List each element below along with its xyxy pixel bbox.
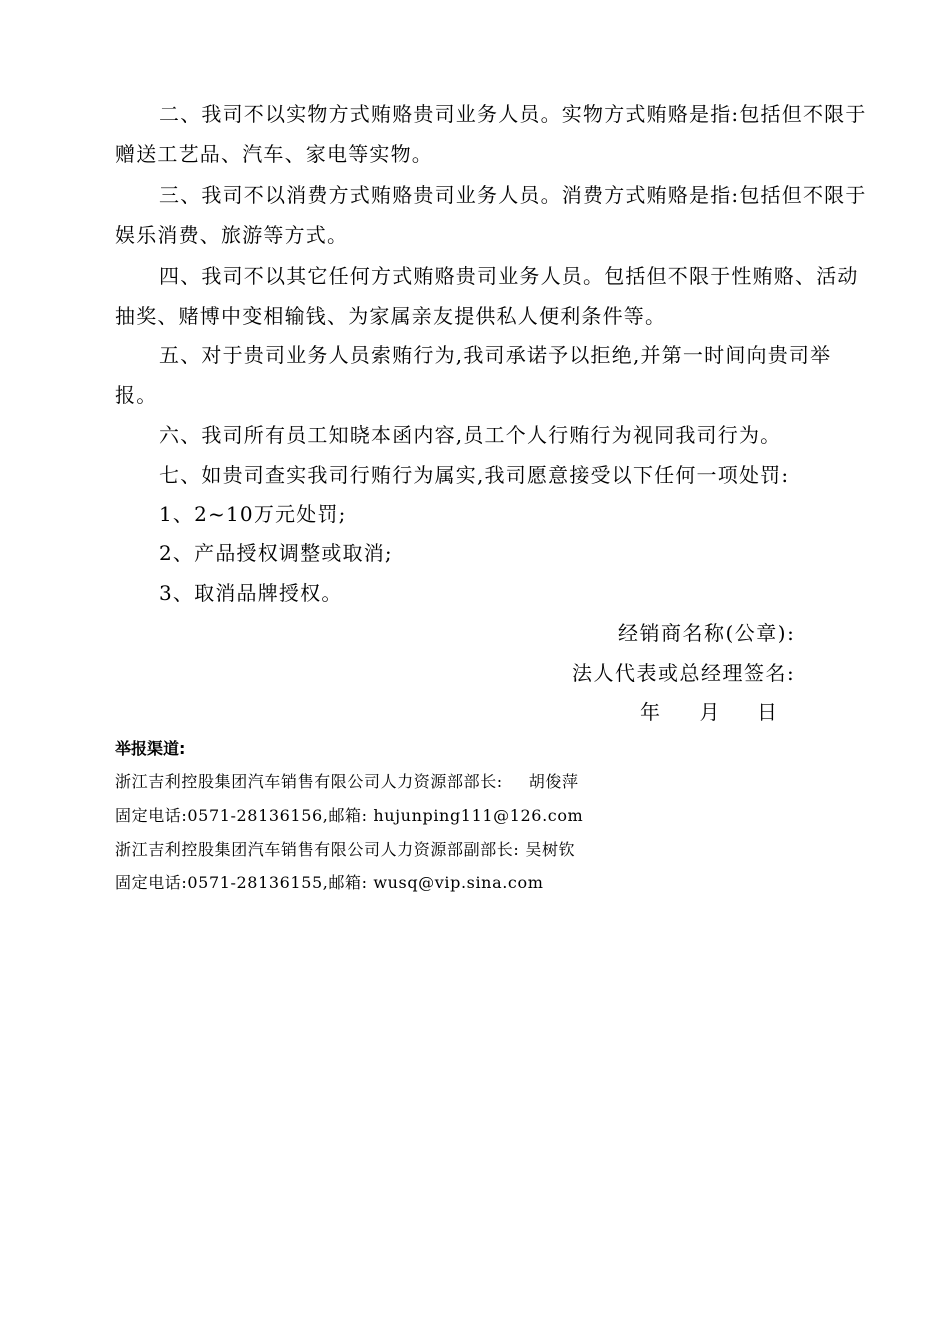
month-label: 月 [699, 700, 721, 724]
report-channels-title: 举报渠道: [115, 739, 186, 758]
contact-2-name: 吴树钦 [525, 840, 576, 859]
clause-2-text: 二、我司不以实物方式贿赂贵司业务人员。实物方式贿赂是指:包括但不限于赠送工艺品、汽车、家电等实物。 [115, 102, 867, 166]
clause-4 [115, 256, 867, 336]
clause-6: 六、我司所有员工知晓本函内容,员工个人行贿行为视同我司行为。 [159, 423, 782, 447]
contact-2-role: 浙江吉利控股集团汽车销售有限公司人力资源部副部长: [115, 840, 520, 859]
contact-1-role: 浙江吉利控股集团汽车销售有限公司人力资源部部长: [115, 772, 503, 791]
clause-3-text: 三、我司不以消费方式贿赂贵司业务人员。消费方式贿赂是指:包括但不限于娱乐消费、旅游等方式。 [115, 183, 867, 247]
dealer-name-label: 经销商名称(公章): [618, 621, 796, 645]
clause-7: 七、如贵司查实我司行贿行为属实,我司愿意接受以下任何一项处罚: [159, 463, 790, 487]
penalty-3: 3、取消品牌授权。 [159, 581, 343, 605]
penalty-2: 2、产品授权调整或取消; [159, 541, 393, 565]
clause-3 [115, 175, 867, 255]
legal-rep-label: 法人代表或总经理签名: [572, 661, 796, 685]
contact-1-name: 胡俊萍 [528, 772, 579, 791]
penalty-1: 1、2~10万元处罚; [159, 502, 347, 526]
date-line [640, 692, 779, 732]
clause-2 [115, 94, 867, 174]
clause-5-text: 五、对于贵司业务人员索贿行为,我司承诺予以拒绝,并第一时间向贵司举报。 [115, 343, 832, 407]
contact-1-phone-line: 固定电话:0571-28136156,邮箱: hujunping111@126.com [115, 806, 584, 825]
clause-5 [115, 335, 867, 415]
clause-4-text: 四、我司不以其它任何方式贿赂贵司业务人员。包括但不限于性贿赂、活动抽奖、赌博中变相输钱、为家属亲友提供私人便利条件等。 [115, 264, 859, 328]
day-label: 日 [757, 700, 779, 724]
contact-2-role-line [115, 838, 575, 862]
contact-2-phone-line: 固定电话:0571-28136155,邮箱: wusq@vip.sina.com [115, 873, 544, 892]
contact-1-role-line [115, 770, 579, 794]
year-label: 年 [640, 700, 662, 724]
